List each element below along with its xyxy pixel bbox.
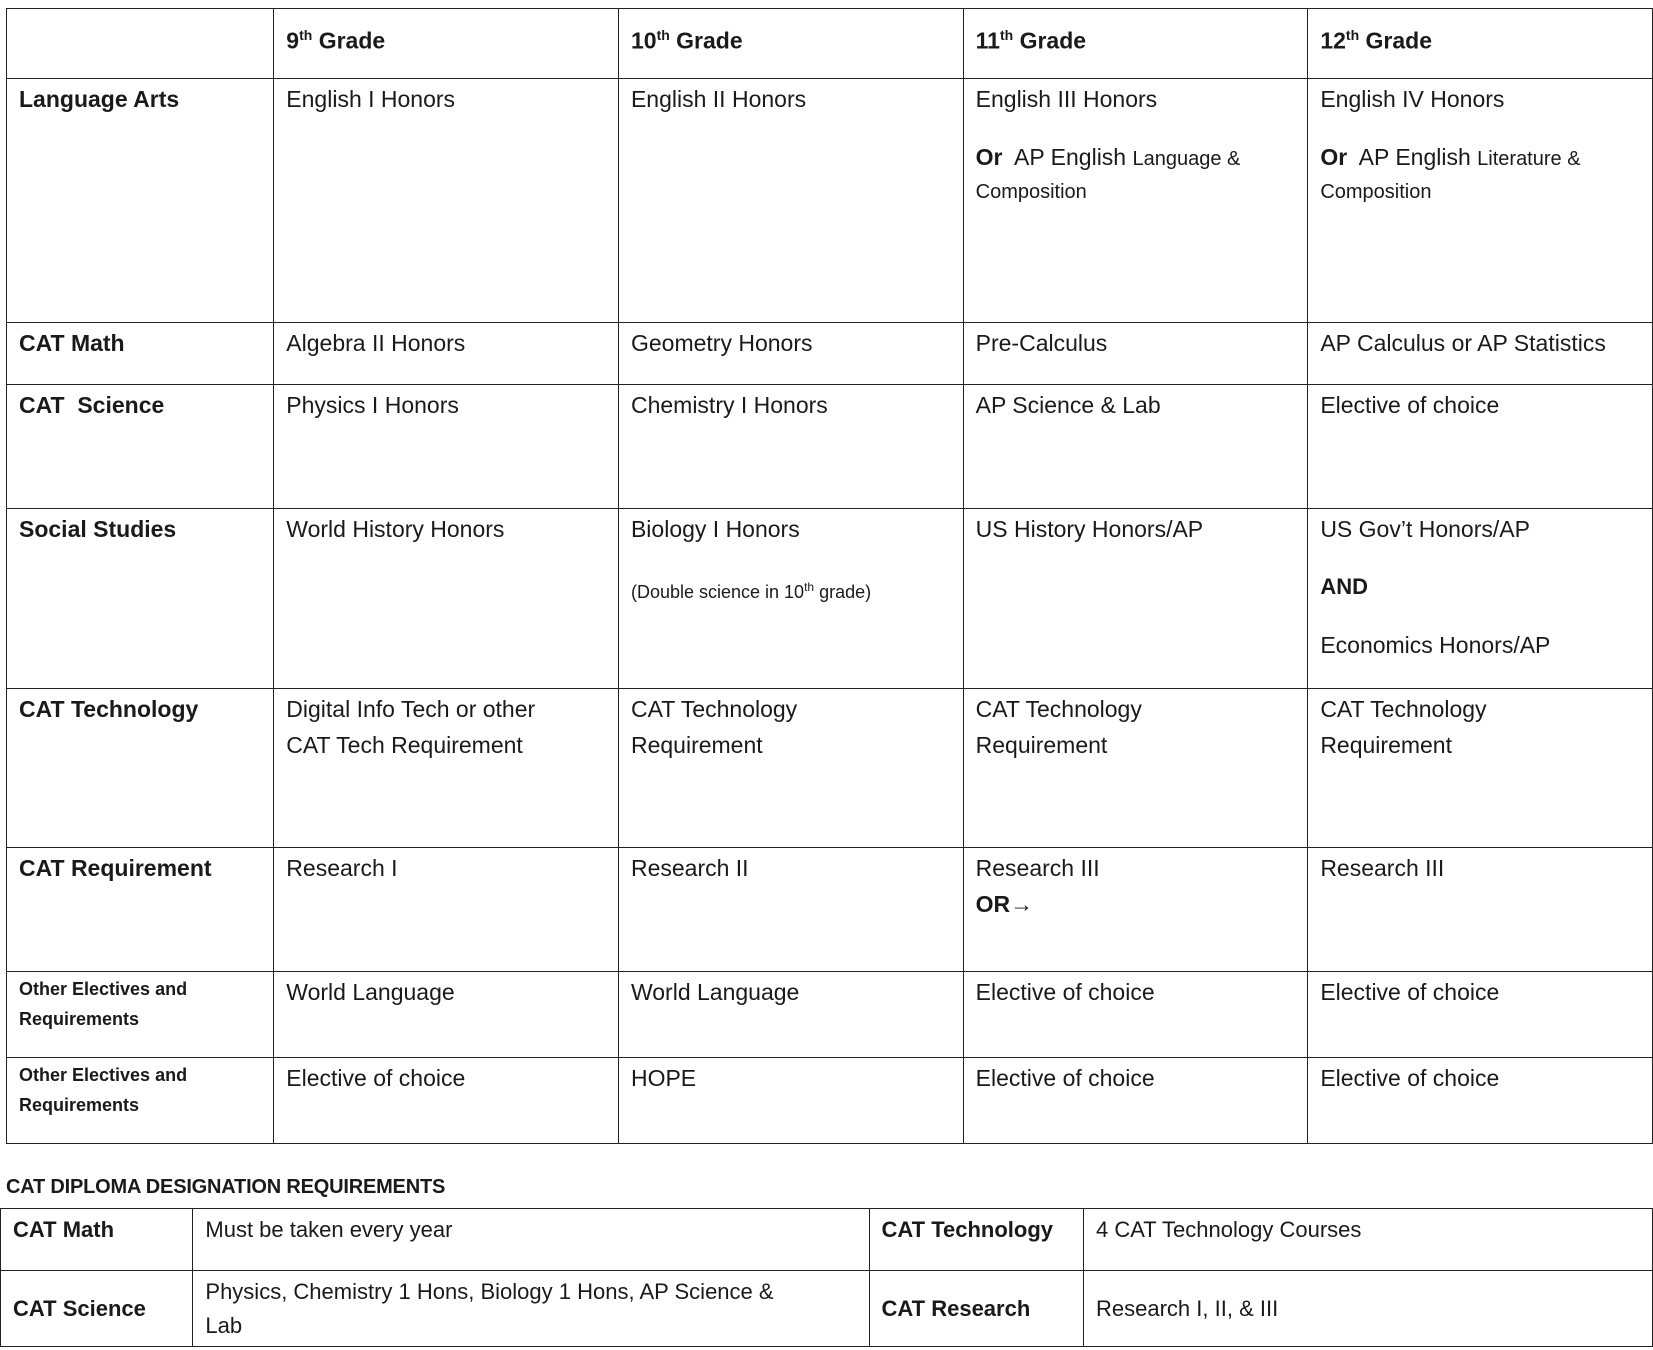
course-line: CAT Technology	[630, 696, 798, 722]
course-cell: Research II	[618, 848, 963, 972]
course-line: Requirement	[975, 732, 1108, 758]
course-cell	[1308, 689, 1653, 848]
course-cell	[963, 689, 1308, 848]
course-cell	[1308, 79, 1653, 323]
diploma-section-title: CAT DIPLOMA DESIGNATION REQUIREMENTS	[6, 1176, 446, 1198]
header-grade-11: 11th Grade	[963, 9, 1308, 79]
requirement-value: 4 CAT Technology Courses	[1084, 1209, 1653, 1271]
subject-cell: Other Electives and Requirements	[7, 1058, 274, 1144]
course-line: CAT Technology	[975, 696, 1142, 722]
course-line: Research III	[975, 855, 1100, 881]
requirement-value: Physics, Chemistry 1 Hons, Biology 1 Hons, AP Science & Lab	[193, 1271, 869, 1347]
course-cell: Elective of choice	[274, 1058, 619, 1144]
course-alt: Or AP English Literature &	[1320, 144, 1581, 170]
course-cell	[1308, 509, 1653, 689]
course-note: (Double science in 10th grade)	[630, 580, 872, 602]
course-cell: US History Honors/AP	[963, 509, 1308, 689]
course-plan-table	[6, 8, 1653, 1144]
requirement-value: Must be taken every year	[193, 1209, 869, 1271]
subject-cell: CAT Science	[7, 385, 274, 509]
course-cell: English II Honors	[618, 79, 963, 323]
course-cell	[963, 848, 1308, 972]
table-row	[7, 323, 1653, 385]
course-line: Economics Honors/AP	[1320, 632, 1551, 658]
course-cell: Chemistry I Honors	[618, 385, 963, 509]
course-line: CAT Tech Requirement	[286, 732, 523, 758]
course-and: AND	[1320, 574, 1368, 599]
course-cell: Elective of choice	[963, 972, 1308, 1058]
course-cell	[274, 689, 619, 848]
course-line: CAT Technology	[1320, 696, 1487, 722]
requirement-label: CAT Math	[1, 1209, 193, 1271]
course-cell: Pre-Calculus	[963, 323, 1308, 385]
course-cell: Elective of choice	[1308, 972, 1653, 1058]
course-cell: Elective of choice	[1308, 385, 1653, 509]
course-cell: Elective of choice	[963, 1058, 1308, 1144]
table-row	[7, 1058, 1653, 1144]
course-cell: AP Science & Lab	[963, 385, 1308, 509]
course-line: US Gov’t Honors/AP	[1320, 516, 1530, 542]
course-cell: Research III	[1308, 848, 1653, 972]
table-row	[7, 689, 1653, 848]
table-row	[1, 1271, 1653, 1347]
course-cell	[618, 689, 963, 848]
course-cell: AP Calculus or AP Statistics	[1308, 323, 1653, 385]
subject-cell: Other Electives and Requirements	[7, 972, 274, 1058]
table-row	[7, 509, 1653, 689]
table-row	[7, 385, 1653, 509]
header-grade-9: 9th Grade	[274, 9, 619, 79]
table-row	[7, 848, 1653, 972]
subject-cell: CAT Requirement	[7, 848, 274, 972]
header-grade-12: 12th Grade	[1308, 9, 1653, 79]
course-cell: Elective of choice	[1308, 1058, 1653, 1144]
course-cell: World History Honors	[274, 509, 619, 689]
course-cell: World Language	[274, 972, 619, 1058]
requirement-label: CAT Technology	[869, 1209, 1084, 1271]
or-arrow-label: OR→	[975, 891, 1034, 917]
subject-cell: Social Studies	[7, 509, 274, 689]
subject-cell: Language Arts	[7, 79, 274, 323]
header-row	[7, 9, 1653, 79]
course-cell: HOPE	[618, 1058, 963, 1144]
requirement-label: CAT Research	[869, 1271, 1084, 1347]
course-cell	[963, 79, 1308, 323]
requirement-label: CAT Science	[1, 1271, 193, 1347]
course-line: Requirement	[630, 732, 763, 758]
requirement-value: Research I, II, & III	[1084, 1271, 1653, 1347]
course-line: Requirement	[1320, 732, 1452, 758]
course-cell: Research I	[274, 848, 619, 972]
header-blank-cell	[7, 9, 274, 79]
course-cell	[618, 509, 963, 689]
diploma-requirements-table	[0, 1208, 1653, 1347]
course-cell: English I Honors	[274, 79, 619, 323]
header-grade-10: 10th Grade	[618, 9, 963, 79]
course-line: English IV Honors	[1320, 86, 1505, 112]
subject-cell: CAT Math	[7, 323, 274, 385]
course-line: Biology I Honors	[630, 516, 800, 542]
course-cell: World Language	[618, 972, 963, 1058]
course-line: Composition	[1320, 181, 1432, 203]
course-cell: Algebra II Honors	[274, 323, 619, 385]
course-line: Composition	[975, 181, 1087, 203]
table-row	[7, 972, 1653, 1058]
course-line: Digital Info Tech or other	[286, 696, 536, 722]
table-row	[1, 1209, 1653, 1271]
course-cell: Geometry Honors	[618, 323, 963, 385]
course-cell: Physics I Honors	[274, 385, 619, 509]
table-row	[7, 79, 1653, 323]
course-alt: Or AP English Language &	[975, 144, 1241, 170]
subject-cell: CAT Technology	[7, 689, 274, 848]
course-line: English III Honors	[975, 86, 1158, 112]
